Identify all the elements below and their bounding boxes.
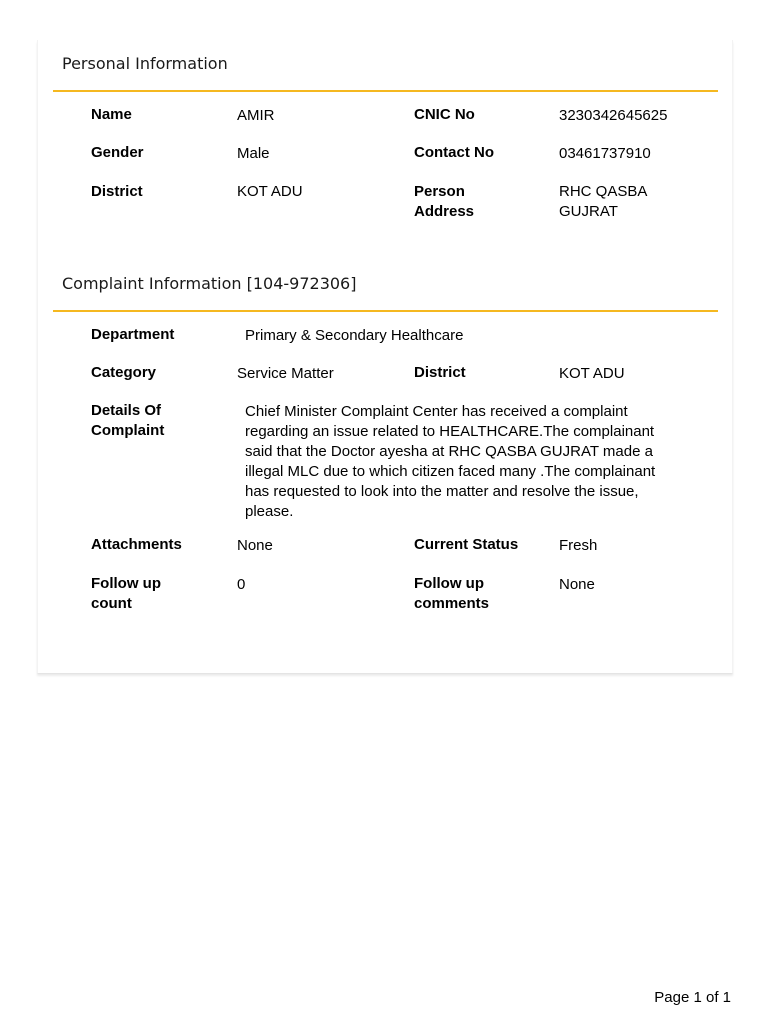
district-label: District <box>91 183 143 200</box>
complaint-info-divider <box>53 310 718 312</box>
page-number: Page 1 of 1 <box>654 989 731 1006</box>
attachments-label: Attachments <box>91 536 182 553</box>
contact-label: Contact No <box>414 144 494 161</box>
district-value: KOT ADU <box>237 183 303 200</box>
department-label: Department <box>91 326 175 343</box>
followup-comments-value: None <box>559 576 595 593</box>
complaint-district-label: District <box>414 364 466 381</box>
person-address-value: RHC QASBA GUJRAT <box>559 183 647 220</box>
person-address-label: Person Address <box>414 183 475 220</box>
cnic-label: CNIC No <box>414 106 475 123</box>
details-value: Chief Minister Complaint Center has received a complaint regarding an issue related to HEALTHCARE.The complainant said that the Doctor ayesha at RHC QASBA GUJRAT made a illegal MLC due to which citizen faced many .The complainant has requested to look into the matter and resolve the issue, please. <box>245 403 656 520</box>
followup-count-value: 0 <box>237 576 246 593</box>
personal-info-divider <box>53 90 718 92</box>
gender-value: Male <box>237 145 270 162</box>
followup-count-label: Follow up count <box>91 575 161 612</box>
category-value: Service Matter <box>237 365 334 382</box>
category-label: Category <box>91 364 157 381</box>
cnic-value: 3230342645625 <box>559 107 668 124</box>
attachments-value: None <box>237 537 273 554</box>
name-value: AMIR <box>237 107 275 124</box>
personal-info-title: Personal Information <box>62 54 228 73</box>
complaint-info-title: Complaint Information [104-972306] <box>62 274 357 293</box>
contact-value: 03461737910 <box>559 145 651 162</box>
details-label: Details Of Complaint <box>91 402 165 439</box>
name-label: Name <box>91 106 132 123</box>
gender-label: Gender <box>91 144 144 161</box>
complaint-card <box>37 40 733 673</box>
department-value: Primary & Secondary Healthcare <box>245 327 464 344</box>
current-status-value: Fresh <box>559 537 598 554</box>
complaint-district-value: KOT ADU <box>559 365 625 382</box>
followup-comments-label: Follow up comments <box>414 575 490 612</box>
current-status-label: Current Status <box>414 536 519 553</box>
